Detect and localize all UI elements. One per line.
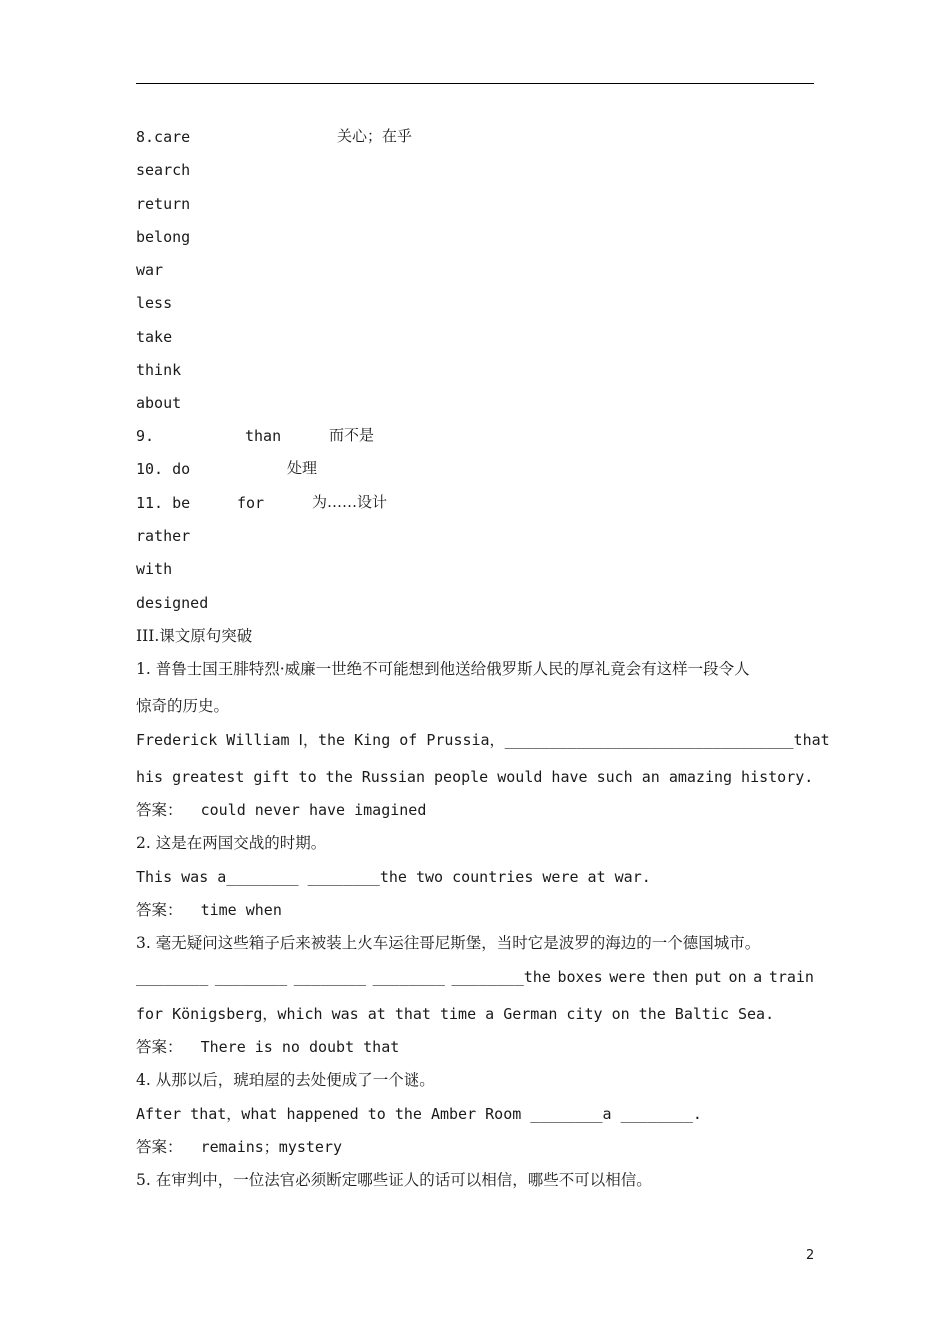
vocab-item-8: 8.care bbox=[136, 128, 191, 146]
answer-label: 答案： bbox=[136, 1138, 183, 1156]
blank: ________ bbox=[214, 968, 288, 986]
word: were bbox=[609, 968, 646, 986]
q1-english-start: Frederick William Ⅰ，the King of Prussia， bbox=[136, 731, 505, 749]
vocab-word: think bbox=[136, 361, 182, 379]
word: train bbox=[768, 968, 814, 986]
blank: ________that bbox=[721, 731, 830, 749]
header-rule bbox=[136, 83, 814, 84]
vocab-word: about bbox=[136, 394, 182, 412]
word: boxes bbox=[557, 968, 603, 986]
vocab-word: war bbox=[136, 261, 164, 279]
blank: ________ bbox=[649, 731, 722, 749]
vocab-word: return bbox=[136, 195, 191, 213]
answer-text: remains；mystery bbox=[200, 1138, 343, 1156]
blank: ________ bbox=[576, 731, 650, 749]
word: a bbox=[753, 968, 763, 986]
blank: ________ bbox=[136, 968, 209, 986]
q1-answer bbox=[136, 800, 426, 820]
phrase-11-meaning: 为……设计 bbox=[312, 493, 388, 511]
phrase-11-num: 11. be bbox=[136, 494, 191, 512]
q2-chinese: 2. 这是在两国交战的时期。 bbox=[136, 834, 327, 852]
q1-chinese-line2: 惊奇的历史。 bbox=[136, 697, 230, 715]
vocab-word: take bbox=[136, 328, 173, 346]
section-title: III.课文原句突破 bbox=[136, 627, 253, 645]
blank: ________ bbox=[293, 968, 366, 986]
q1-english-line1 bbox=[136, 730, 830, 750]
vocab-word: search bbox=[136, 161, 191, 179]
answer-label: 答案： bbox=[136, 1038, 183, 1056]
answer-text: could never have imagined bbox=[200, 801, 427, 819]
word: put bbox=[694, 968, 722, 986]
blank: ________ bbox=[372, 968, 445, 986]
q1-english-line2: his greatest gift to the Russian people would have such an amazing history. bbox=[136, 768, 814, 786]
blank: ________ bbox=[504, 731, 577, 749]
phrase-10-meaning: 处理 bbox=[287, 459, 318, 477]
q1-chinese-line1: 1. 普鲁士国王腓特烈·威廉一世绝不可能想到他送给俄罗斯人民的厚礼竟会有这样一段令人 bbox=[136, 660, 750, 678]
vocab-meaning-8: 关心；在乎 bbox=[337, 127, 413, 145]
q5-chinese: 5. 在审判中，一位法官必须断定哪些证人的话可以相信，哪些不可以相信。 bbox=[136, 1171, 652, 1189]
answer-word: rather bbox=[136, 527, 191, 545]
phrase-10-num: 10. do bbox=[136, 460, 191, 478]
phrase-11-word: for bbox=[237, 494, 265, 512]
q3-chinese: 3. 毫无疑问这些箱子后来被装上火车运往哥尼斯堡，当时它是波罗的海边的一个德国城市。 bbox=[136, 934, 761, 952]
q4-answer bbox=[136, 1137, 342, 1157]
phrase-9-meaning: 而不是 bbox=[329, 426, 375, 444]
blank: ________the bbox=[451, 968, 551, 986]
q2-english: This was a________ ________the two countries were at war. bbox=[136, 868, 651, 886]
page-number: 2 bbox=[806, 1248, 815, 1263]
q4-chinese: 4. 从那以后，琥珀屋的去处便成了一个谜。 bbox=[136, 1071, 435, 1089]
q4-english: After that，what happened to the Amber Room ________a ________. bbox=[136, 1105, 702, 1123]
q2-answer bbox=[136, 900, 282, 920]
word: on bbox=[728, 968, 747, 986]
q3-english-line2: for Königsberg，which was at that time a German city on the Baltic Sea. bbox=[136, 1005, 775, 1023]
word: then bbox=[652, 968, 689, 986]
answer-word: designed bbox=[136, 594, 209, 612]
answer-word: with bbox=[136, 560, 173, 578]
answer-text: time when bbox=[200, 901, 282, 919]
q3-english-line1 bbox=[136, 967, 814, 987]
q3-answer bbox=[136, 1037, 399, 1057]
phrase-9-num: 9. bbox=[136, 427, 155, 445]
vocab-word: belong bbox=[136, 228, 191, 246]
answer-label: 答案： bbox=[136, 801, 183, 819]
answer-label: 答案： bbox=[136, 901, 183, 919]
phrase-9-word: than bbox=[245, 427, 282, 445]
answer-text: There is no doubt that bbox=[200, 1038, 400, 1056]
vocab-word: less bbox=[136, 294, 173, 312]
